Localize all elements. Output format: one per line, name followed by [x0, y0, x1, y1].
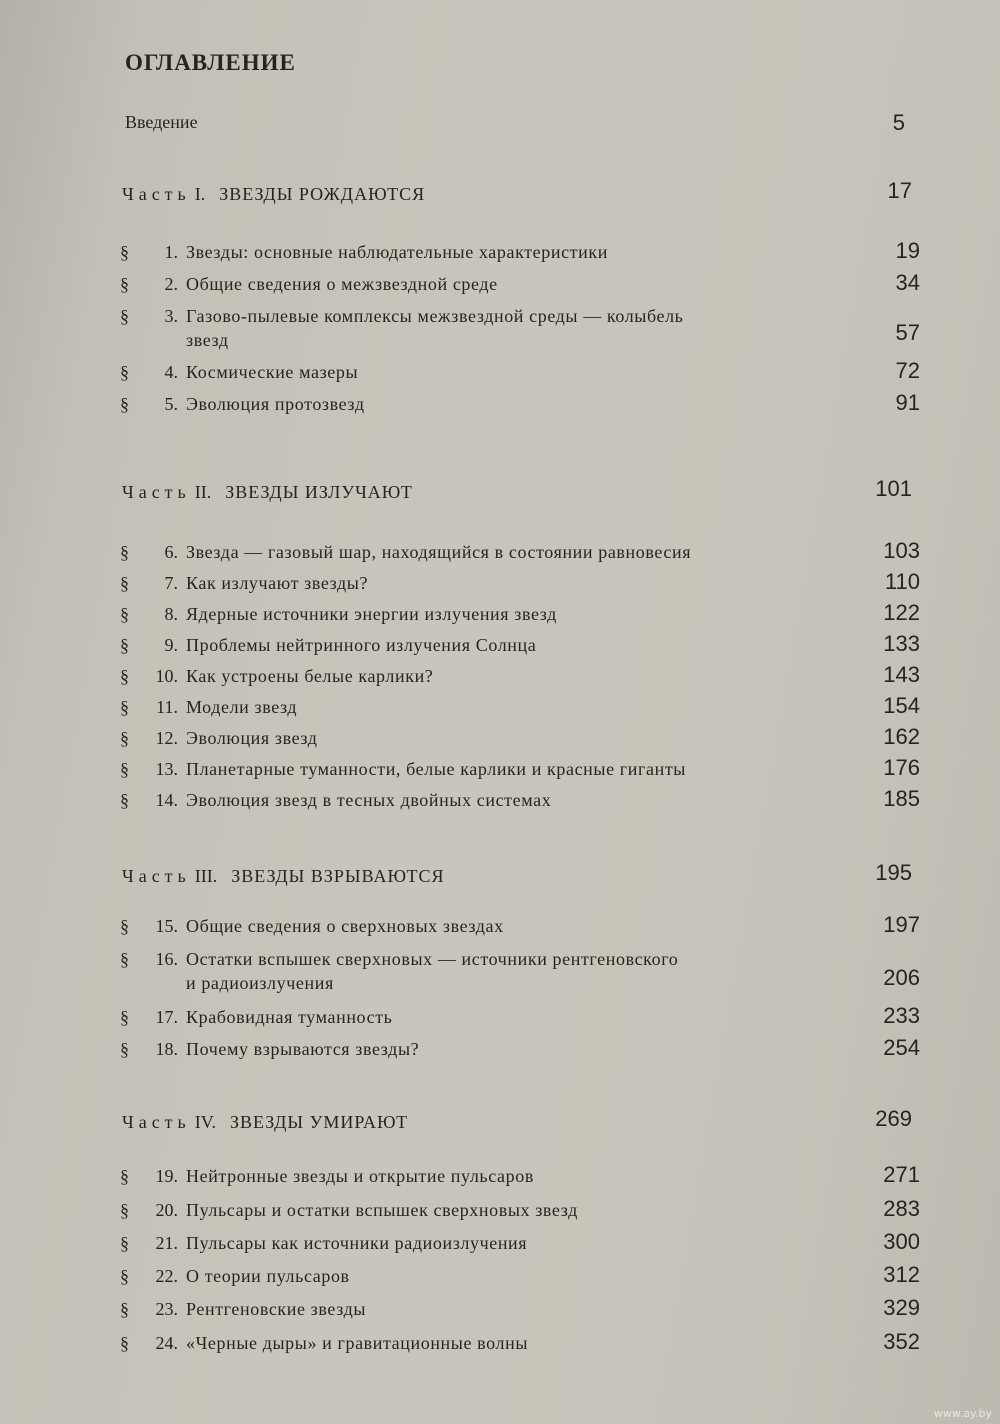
section-page: 143 — [883, 662, 920, 687]
section-sign: § — [120, 573, 129, 593]
part-page: 269 — [875, 1106, 912, 1131]
section-title: Нейтронные звезды и открытие пульсаров — [186, 1166, 534, 1186]
section-sign: § — [120, 916, 129, 936]
section-number: 7. — [164, 573, 178, 593]
section-title: Газово-пылевые комплексы межзвездной среды — колыбель — [186, 306, 684, 326]
page-title: ОГЛАВЛЕНИЕ — [125, 50, 296, 75]
section-title: Модели звезд — [186, 697, 298, 717]
part-page: 195 — [875, 860, 912, 885]
section-page: 352 — [883, 1329, 920, 1354]
section-title: Общие сведения о межзвездной среде — [186, 274, 498, 294]
section-sign: § — [120, 394, 129, 414]
part-word: Часть — [122, 866, 191, 886]
section-page: 185 — [883, 786, 920, 811]
part-page: 101 — [875, 476, 912, 501]
toc-entry — [120, 600, 920, 630]
part-number: I. — [194, 184, 206, 204]
section-sign: § — [120, 1007, 129, 1027]
section-page: 154 — [883, 693, 920, 718]
toc-entry — [120, 1295, 920, 1325]
section-title: Остатки вспышек сверхновых — источники рентгеновского — [186, 949, 679, 969]
section-number: 12. — [155, 728, 178, 748]
toc-entry-intro — [125, 110, 905, 140]
part-number: IV. — [194, 1112, 216, 1132]
section-number: 17. — [155, 1007, 178, 1027]
section-page: 103 — [883, 538, 920, 563]
section-number: 5. — [164, 394, 178, 414]
section-page: 312 — [883, 1262, 920, 1287]
intro-title: Введение — [125, 112, 198, 132]
section-title: Как устроены белые карлики? — [186, 666, 434, 686]
section-number: 6. — [164, 542, 178, 562]
toc-entry — [120, 945, 920, 1001]
part-heading-1 — [122, 178, 912, 212]
section-number: 15. — [155, 916, 178, 936]
toc-entry — [120, 1262, 920, 1292]
section-title: Эволюция звезд — [186, 728, 318, 748]
toc-entry — [120, 724, 920, 754]
section-page: 206 — [883, 965, 920, 990]
section-sign: § — [120, 274, 129, 294]
section-number: 19. — [155, 1166, 178, 1186]
section-number: 23. — [155, 1299, 178, 1319]
section-page: 176 — [883, 755, 920, 780]
section-sign: § — [120, 728, 129, 748]
toc-entry — [120, 755, 920, 785]
toc-entry — [120, 786, 920, 816]
toc-entry — [120, 569, 920, 599]
section-number: 1. — [164, 242, 178, 262]
section-page: 57 — [895, 320, 920, 345]
section-sign: § — [120, 362, 129, 382]
section-sign: § — [120, 697, 129, 717]
section-number: 21. — [155, 1233, 178, 1253]
section-page: 91 — [895, 390, 920, 415]
section-title: Проблемы нейтринного излучения Солнца — [186, 635, 537, 655]
toc-entry — [120, 238, 920, 268]
section-sign: § — [120, 1166, 129, 1186]
section-page: 110 — [884, 569, 920, 594]
part-number: III. — [194, 866, 218, 886]
section-sign: § — [120, 759, 129, 779]
part-title: ЗВЕЗДЫ ИЗЛУЧАЮТ — [225, 482, 413, 502]
section-title: Почему взрываются звезды? — [186, 1039, 420, 1059]
toc-entry — [120, 1162, 920, 1192]
section-sign: § — [120, 306, 129, 326]
section-title: Пульсары и остатки вспышек сверхновых звезд — [186, 1200, 578, 1220]
toc-entry — [120, 390, 920, 420]
section-page: 133 — [883, 631, 920, 656]
toc-entry — [120, 538, 920, 568]
toc-entry — [120, 631, 920, 661]
section-title: Общие сведения о сверхновых звездах — [186, 916, 504, 936]
section-number: 18. — [155, 1039, 178, 1059]
section-title-continued: звезд — [186, 330, 229, 350]
section-page: 271 — [883, 1162, 920, 1187]
section-number: 14. — [155, 790, 178, 810]
intro-page: 5 — [892, 110, 905, 135]
section-page: 197 — [883, 912, 920, 937]
part-title: ЗВЕЗДЫ ВЗРЫВАЮТСЯ — [231, 866, 445, 886]
toc-entry — [120, 1329, 920, 1359]
toc-entry — [120, 358, 920, 388]
section-sign: § — [120, 1039, 129, 1059]
section-sign: § — [120, 242, 129, 262]
section-sign: § — [120, 1233, 129, 1253]
section-title: Звезды: основные наблюдательные характеристики — [186, 242, 608, 262]
section-number: 20. — [155, 1200, 178, 1220]
toc-entry — [120, 912, 920, 942]
section-number: 16. — [155, 949, 178, 969]
toc-entry — [120, 1035, 920, 1065]
part-heading-3 — [122, 860, 912, 894]
section-title: Космические мазеры — [186, 362, 359, 382]
section-title: Звезда — газовый шар, находящийся в состоянии равновесия — [186, 542, 692, 562]
section-sign: § — [120, 949, 129, 969]
part-word: Часть — [122, 482, 191, 502]
section-title: О теории пульсаров — [186, 1266, 350, 1286]
part-page: 17 — [887, 178, 912, 203]
section-page: 34 — [895, 270, 920, 295]
section-title: Эволюция протозвезд — [186, 394, 365, 414]
section-sign: § — [120, 635, 129, 655]
section-title: Пульсары как источники радиоизлучения — [186, 1233, 528, 1253]
toc-entry — [120, 1003, 920, 1033]
section-sign: § — [120, 1266, 129, 1286]
section-number: 4. — [164, 362, 178, 382]
section-title: Ядерные источники энергии излучения звезд — [186, 604, 557, 624]
section-number: 11. — [156, 697, 178, 717]
section-title-continued: и радиоизлучения — [186, 973, 334, 993]
part-title: ЗВЕЗДЫ УМИРАЮТ — [229, 1112, 409, 1132]
section-title: Эволюция звезд в тесных двойных системах — [186, 790, 552, 810]
toc-entry — [120, 662, 920, 692]
section-number: 9. — [164, 635, 178, 655]
part-word: Часть — [122, 184, 191, 204]
section-number: 10. — [155, 666, 178, 686]
section-sign: § — [120, 1299, 129, 1319]
toc-entry — [120, 1196, 920, 1226]
section-page: 19 — [895, 238, 920, 263]
section-title: Крабовидная туманность — [186, 1007, 393, 1027]
section-page: 72 — [895, 358, 920, 383]
section-sign: § — [120, 666, 129, 686]
section-number: 2. — [164, 274, 178, 294]
part-heading-4 — [122, 1106, 912, 1140]
section-sign: § — [120, 604, 129, 624]
section-page: 233 — [883, 1003, 920, 1028]
section-number: 24. — [155, 1333, 178, 1353]
section-number: 3. — [164, 306, 178, 326]
watermark: www.ay.by — [933, 1407, 992, 1420]
section-sign: § — [120, 1333, 129, 1353]
section-number: 22. — [155, 1266, 178, 1286]
part-title: ЗВЕЗДЫ РОЖДАЮТСЯ — [219, 184, 426, 204]
section-page: 329 — [883, 1295, 920, 1320]
section-page: 122 — [883, 600, 920, 625]
section-page: 254 — [883, 1035, 920, 1060]
section-page: 283 — [883, 1196, 920, 1221]
section-title: «Черные дыры» и гравитационные волны — [186, 1333, 529, 1353]
section-number: 8. — [164, 604, 178, 624]
toc-entry — [120, 1229, 920, 1259]
section-sign: § — [120, 542, 129, 562]
section-page: 300 — [883, 1229, 920, 1254]
toc-entry — [120, 302, 920, 358]
section-number: 13. — [155, 759, 178, 779]
section-title: Как излучают звезды? — [186, 573, 369, 593]
toc-entry — [120, 693, 920, 723]
part-word: Часть — [122, 1112, 191, 1132]
section-page: 162 — [883, 724, 920, 749]
toc-entry — [120, 270, 920, 300]
section-title: Рентгеновские звезды — [186, 1299, 367, 1319]
section-sign: § — [120, 1200, 129, 1220]
part-heading-2 — [122, 476, 912, 510]
part-number: II. — [194, 482, 212, 502]
section-sign: § — [120, 790, 129, 810]
section-title: Планетарные туманности, белые карлики и красные гиганты — [186, 759, 686, 779]
